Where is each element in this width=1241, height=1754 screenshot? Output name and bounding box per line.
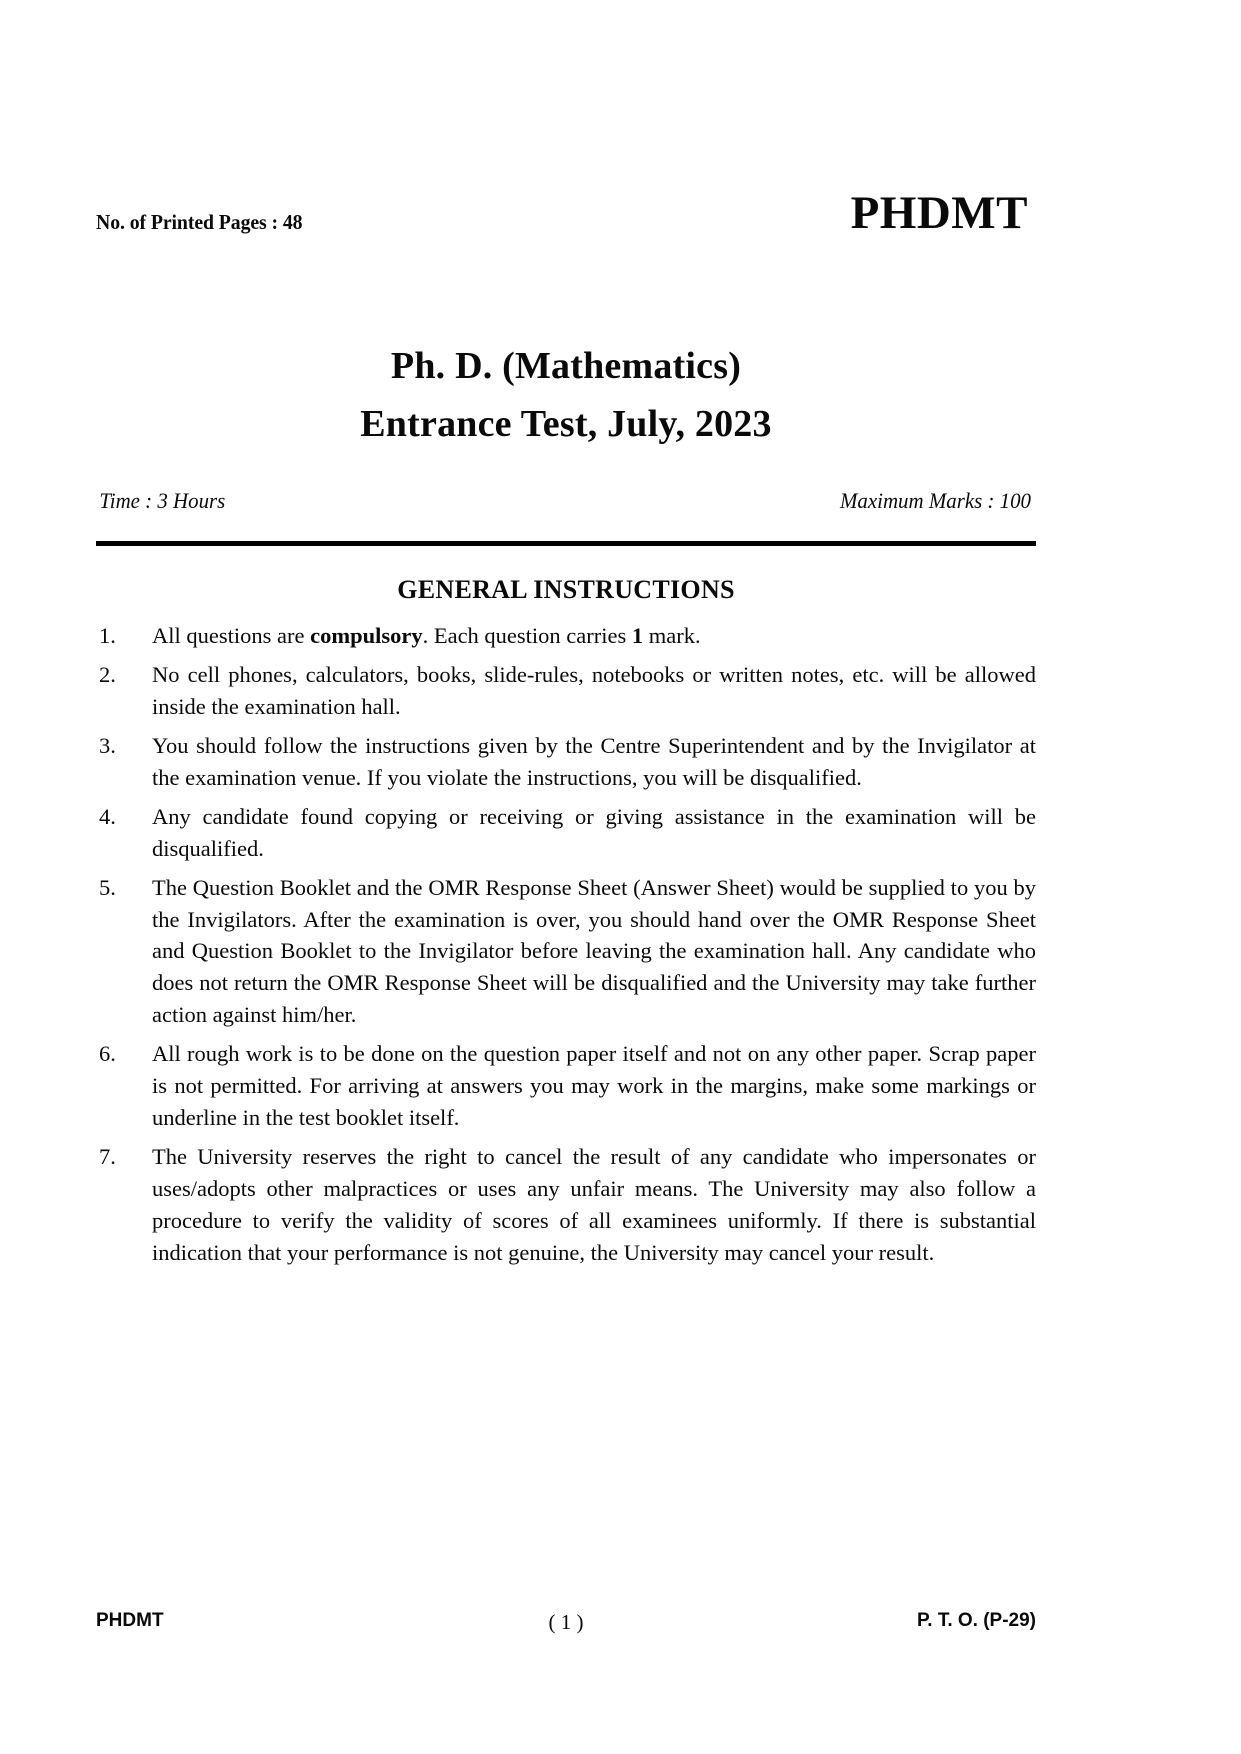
instruction-text-run: No cell phones, calculators, books, slide-rules, notebooks or written notes, etc. will be allowed inside the examination hall. bbox=[152, 661, 1036, 719]
instruction-text bbox=[152, 872, 1036, 1032]
exam-meta-row bbox=[96, 488, 1036, 514]
paper-code-label: PHDMT bbox=[850, 187, 1028, 239]
instruction-item bbox=[96, 801, 1036, 865]
exam-title bbox=[96, 338, 1036, 454]
instruction-emphasis: 1 bbox=[631, 623, 644, 648]
instruction-text-run: The University reserves the right to cancel the result of any candidate who impersonates or uses/adopts other malpractices or uses any unfair means. The University may also follow a procedure to verify the validity of scores of all examinees uniformly. If there is substantial indication that your performance is not genuine, the University may cancel your result. bbox=[152, 1144, 1036, 1265]
instruction-item bbox=[96, 1141, 1036, 1269]
instruction-item bbox=[96, 1038, 1036, 1134]
instruction-item bbox=[96, 620, 1036, 652]
instruction-number: 5. bbox=[99, 874, 116, 900]
instruction-item bbox=[96, 730, 1036, 794]
exam-title-line-2: Entrance Test, July, 2023 bbox=[360, 402, 772, 445]
instruction-number: 6. bbox=[99, 1041, 116, 1067]
instruction-text bbox=[152, 801, 1036, 865]
instruction-text-run: All questions are bbox=[152, 623, 311, 648]
instruction-item bbox=[96, 872, 1036, 1032]
instruction-text-run: The Question Booklet and the OMR Response Sheet (Answer Sheet) would be supplied to you by the Invigilators. After the examination is over, you should hand over the OMR Response Sheet and Question Booklet to the Invigilator before leaving the examination hall. Any candidate who does not return the OMR Response Sheet will be disqualified and the University may take further action against him/her. bbox=[152, 874, 1036, 1028]
instruction-text bbox=[152, 620, 1036, 652]
exam-duration-label: Time : 3 Hours bbox=[99, 488, 226, 513]
instruction-text-run: You should follow the instructions given by the Centre Superintendent and by the Invigilator at the examination venue. If you violate the instructions, you will be disqualified. bbox=[152, 732, 1036, 790]
instruction-emphasis: compulsory bbox=[310, 623, 423, 648]
footer-pto-label: P. T. O. (P-29) bbox=[917, 1610, 1036, 1631]
maximum-marks-label: Maximum Marks : 100 bbox=[839, 488, 1031, 513]
page-header bbox=[96, 187, 1036, 239]
page-footer bbox=[96, 1610, 1036, 1632]
instruction-text-run: mark. bbox=[643, 623, 701, 648]
instruction-text bbox=[152, 730, 1036, 794]
instruction-text-run: Any candidate found copying or receiving or giving assistance in the examination will be disqualified. bbox=[152, 803, 1036, 861]
instruction-text-run: All rough work is to be done on the question paper itself and not on any other paper. Scrap paper is not permitted. For arriving at answers you may work in the margins, make some markings or underline in the test booklet itself. bbox=[152, 1041, 1036, 1131]
instruction-text-run: . Each question carries bbox=[422, 623, 632, 648]
instruction-number: 3. bbox=[99, 732, 116, 758]
footer-page-number: ( 1 ) bbox=[548, 1610, 584, 1634]
exam-title-line-1: Ph. D. (Mathematics) bbox=[390, 345, 742, 387]
instruction-number: 2. bbox=[99, 661, 116, 687]
instruction-number: 7. bbox=[99, 1144, 116, 1170]
header-divider-rule bbox=[96, 541, 1036, 546]
instruction-text bbox=[152, 1141, 1036, 1269]
general-instructions-heading: GENERAL INSTRUCTIONS bbox=[397, 575, 735, 604]
instruction-number: 4. bbox=[99, 803, 116, 829]
printed-pages-label: No. of Printed Pages : 48 bbox=[96, 209, 303, 234]
instruction-item bbox=[96, 659, 1036, 723]
instruction-text bbox=[152, 659, 1036, 723]
instruction-text bbox=[152, 1038, 1036, 1134]
footer-paper-code: PHDMT bbox=[96, 1610, 164, 1631]
instruction-number: 1. bbox=[99, 623, 116, 648]
general-instructions-list bbox=[96, 620, 1036, 1276]
